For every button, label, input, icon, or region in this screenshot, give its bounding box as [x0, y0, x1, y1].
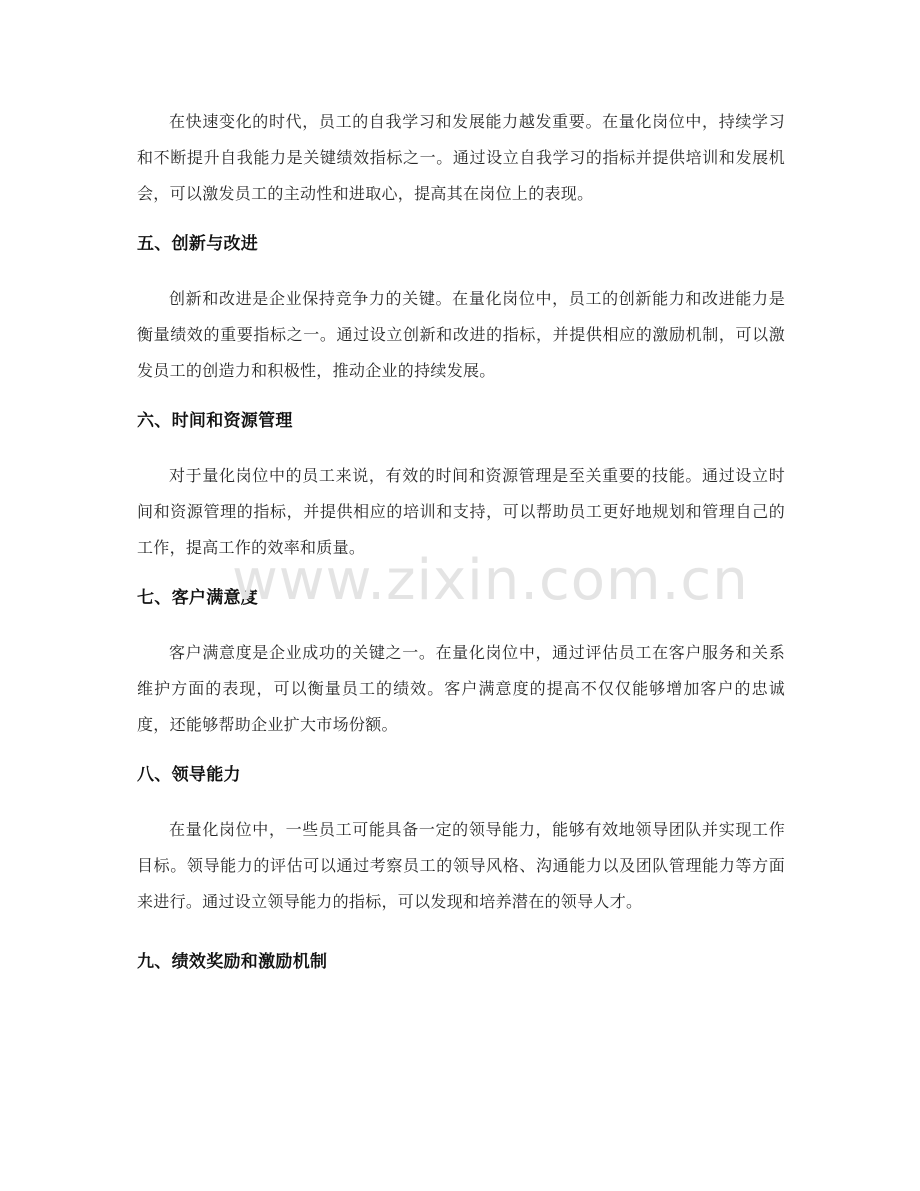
paragraph-customer-satisfaction: 客户满意度是企业成功的关键之一。在量化岗位中，通过评估员工在客户服务和关系维护方面的表现，可以衡量员工的绩效。客户满意度的提高不仅仅能够增加客户的忠诚度，还能够帮助企业扩大市场份额。 [137, 643, 785, 734]
paragraph-leadership: 在量化岗位中，一些员工可能具备一定的领导能力，能够有效地领导团队并实现工作目标。领导能力的评估可以通过考察员工的领导风格、沟通能力以及团队管理能力等方面来进行。通过设立领导能力的指标，可以发现和培养潜在的领导人才。 [137, 820, 785, 911]
watermark-text: www.zixin.com.cn [232, 548, 749, 613]
heading-performance-rewards: 九、绩效奖励和激励机制 [137, 952, 328, 972]
heading-innovation: 五、创新与改进 [137, 234, 259, 254]
paragraph-self-learning: 在快速变化的时代，员工的自我学习和发展能力越发重要。在量化岗位中，持续学习和不断提升自我能力是关键绩效指标之一。通过设立自我学习的指标并提供培训和发展机会，可以激发员工的主动性和进取心，提高其在岗位上的表现。 [137, 112, 785, 203]
heading-customer-satisfaction: 七、客户满意度 [137, 588, 259, 608]
paragraph-innovation: 创新和改进是企业保持竞争力的关键。在量化岗位中，员工的创新能力和改进能力是衡量绩效的重要指标之一。通过设立创新和改进的指标，并提供相应的激励机制，可以激发员工的创造力和积极性，推动企业的持续发展。 [137, 289, 785, 380]
paragraph-time-resource: 对于量化岗位中的员工来说，有效的时间和资源管理是至关重要的技能。通过设立时间和资源管理的指标，并提供相应的培训和支持，可以帮助员工更好地规划和管理自己的工作，提高工作的效率和质量。 [137, 466, 785, 557]
heading-leadership: 八、领导能力 [137, 765, 241, 785]
document-body [137, 104, 785, 980]
heading-time-resource: 六、时间和资源管理 [137, 411, 293, 431]
